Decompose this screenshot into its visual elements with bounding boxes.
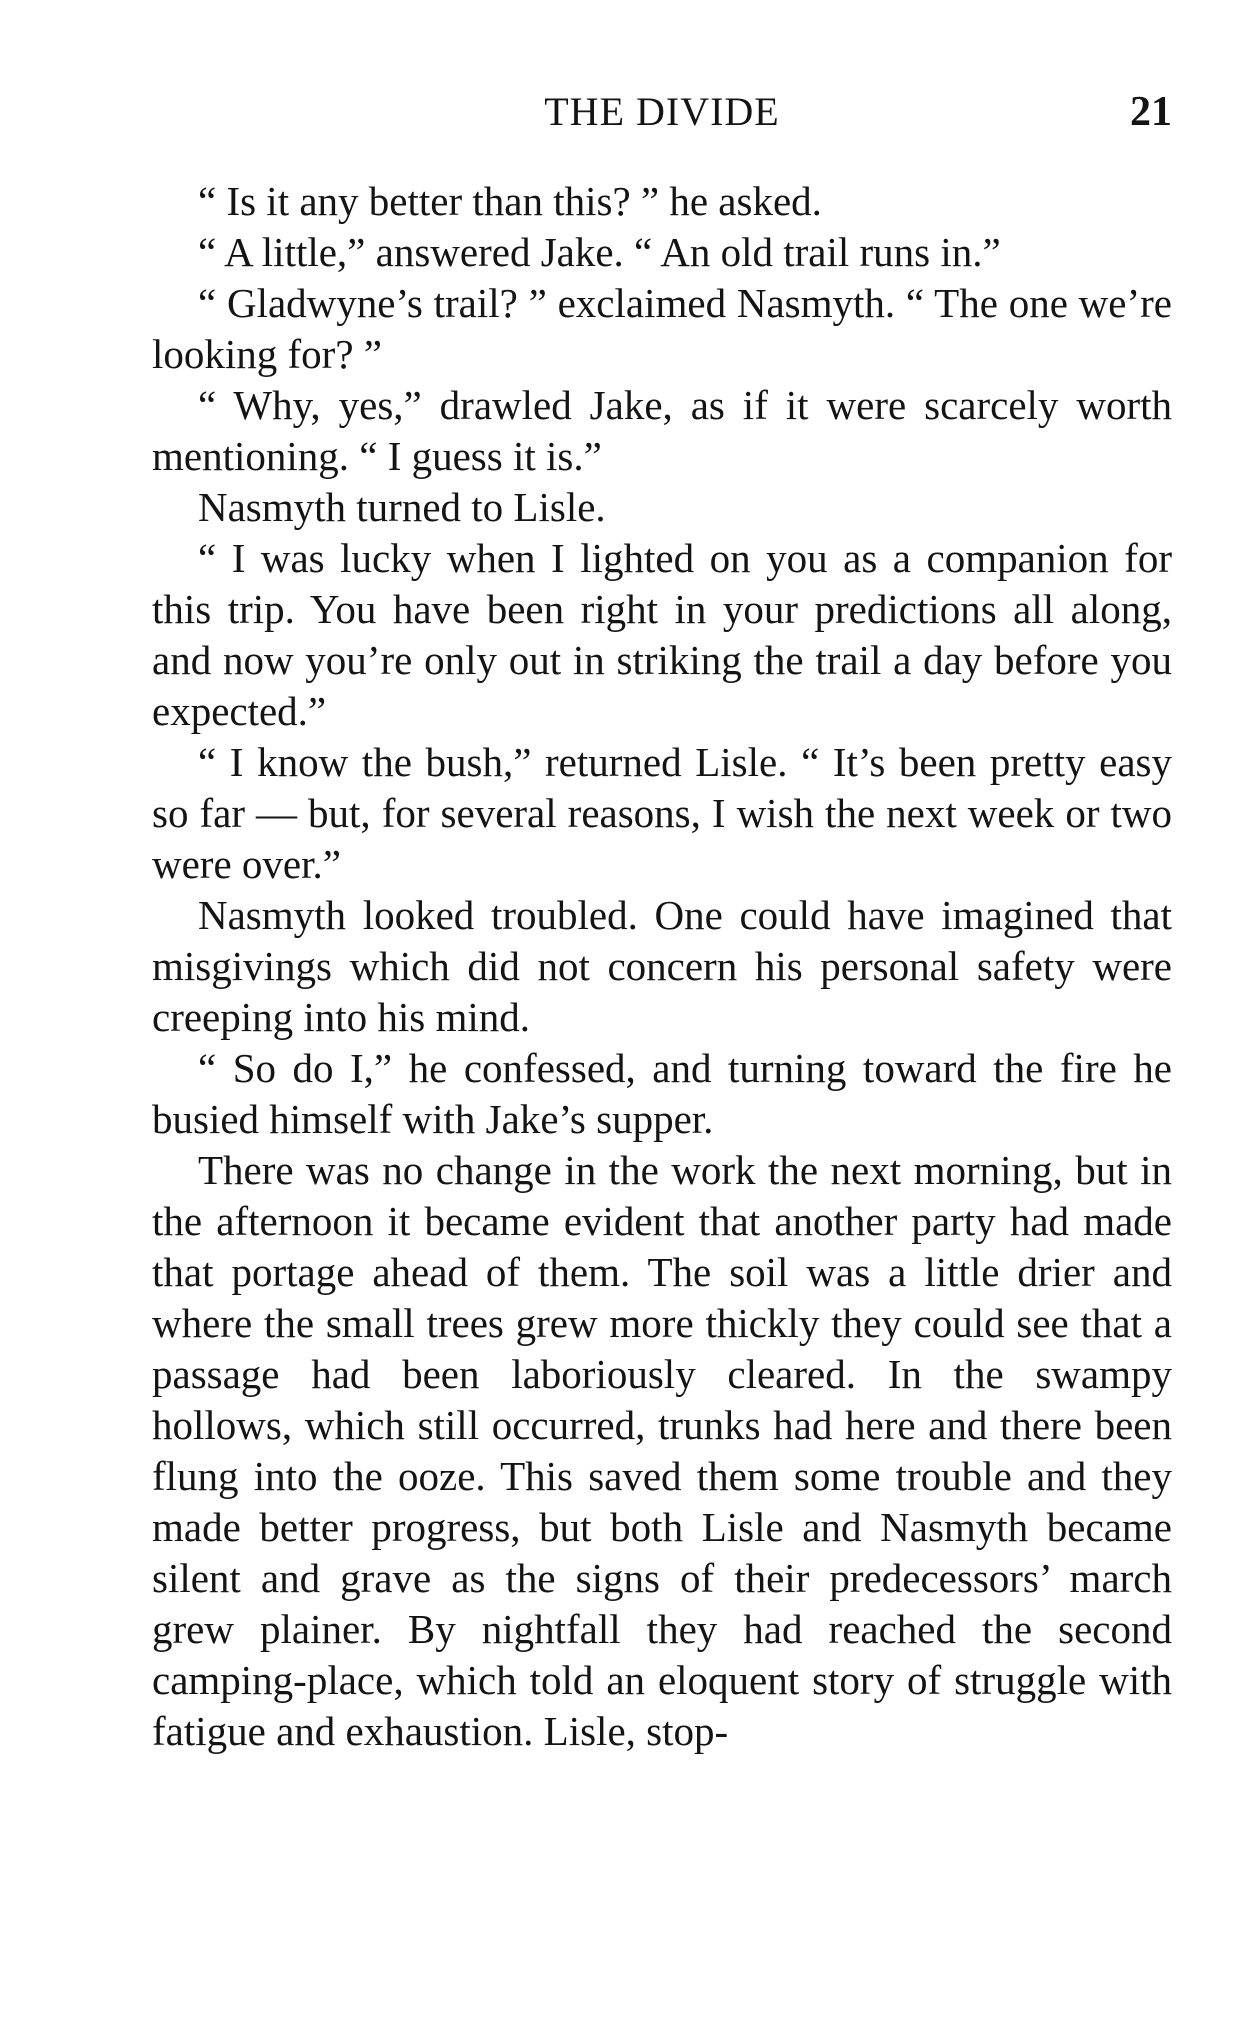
paragraph: Nasmyth turned to Lisle. xyxy=(198,484,606,530)
running-head: THE DIVIDE xyxy=(544,89,780,134)
body-text xyxy=(152,176,1172,1757)
page-header xyxy=(152,88,1172,148)
paragraph: “ Gladwyne’s trail? ” exclaimed Nasmyth. “ The one we’re looking for? ” xyxy=(152,280,1172,377)
book-page xyxy=(152,88,1172,1757)
page-number: 21 xyxy=(1130,89,1172,135)
paragraph: There was no change in the work the next morning, but in the afternoon it became evident that another party had made that portage ahead of them. The soil was a little drier and where the small trees grew more thickly they could see that a passage had been laboriously cleared. In the swampy hollows, which still occurred, trunks had here and there been flung into the ooze. This saved them some trouble and they made better progress, but both Lisle and Nasmyth became silent and grave as the signs of their predecessors’ march grew plainer. By nightfall they had reached the second camping-place, which told an eloquent story of struggle with fatigue and exhaustion. Lisle, stop- xyxy=(152,1147,1172,1754)
paragraph: “ I was lucky when I lighted on you as a companion for this trip. You have been right in your predictions all along, and now you’re only out in striking the trail a day before you expected.” xyxy=(152,535,1172,734)
paragraph: “ Is it any better than this? ” he asked. xyxy=(198,178,822,224)
paragraph: “ A little,” answered Jake. “ An old trail runs in.” xyxy=(198,229,1001,275)
paragraph: “ I know the bush,” returned Lisle. “ It’s been pretty easy so far — but, for several reasons, I wish the next week or two were over.” xyxy=(152,739,1172,887)
paragraph: “ Why, yes,” drawled Jake, as if it were scarcely worth mentioning. “ I guess it is.” xyxy=(152,382,1172,479)
paragraph: “ So do I,” he confessed, and turning toward the fire he busied himself with Jake’s supper. xyxy=(152,1045,1172,1142)
paragraph: Nasmyth looked troubled. One could have imagined that misgivings which did not concern his personal safety were creeping into his mind. xyxy=(152,892,1172,1040)
